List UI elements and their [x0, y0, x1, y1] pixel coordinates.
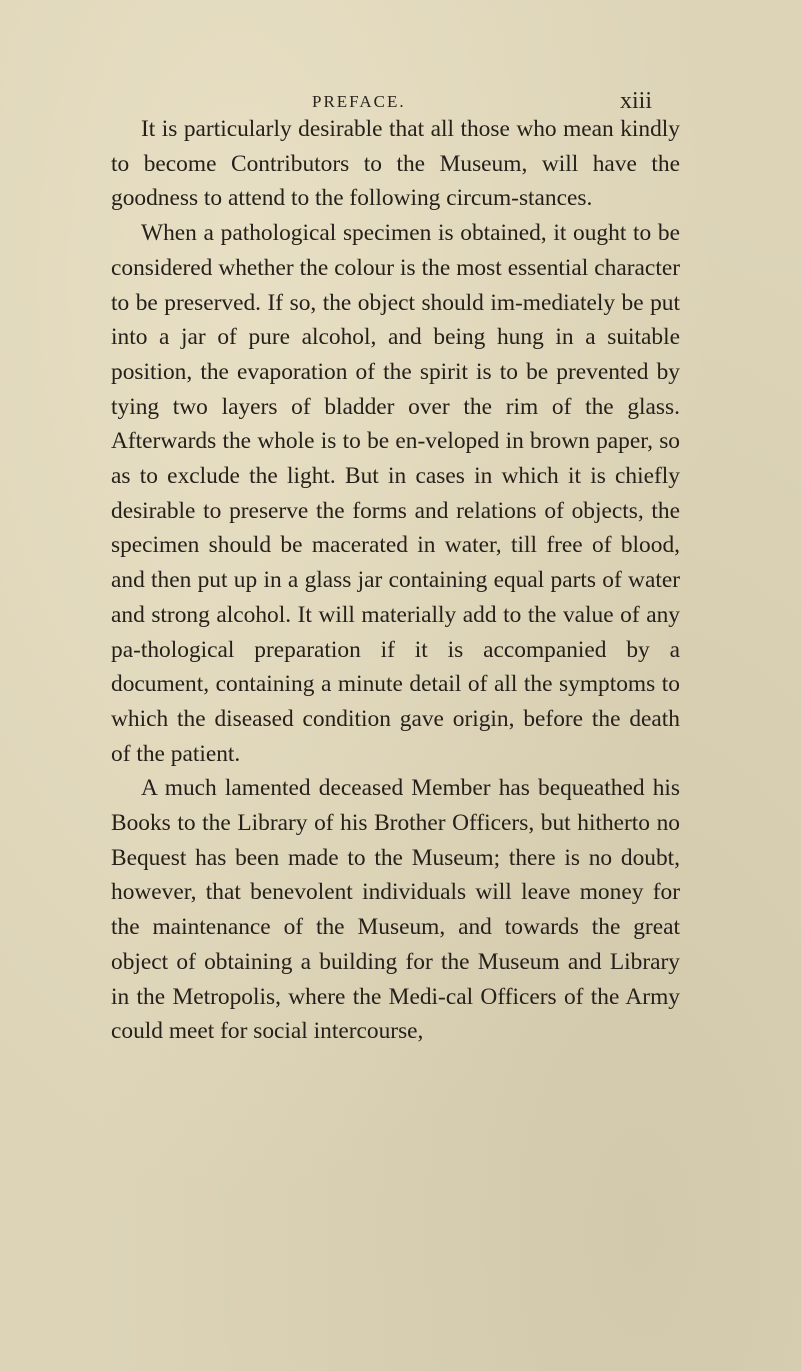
paragraph-bequest: A much lamented deceased Member has bequeathed his Books to the Library of his Brother Officers, but hitherto no Bequest has been made to the Museum; there is no doubt, however, that benevolent individuals will leave money for the maintenance of the Museum, and towards the great object of obtaining a building for the Museum and Library in the Metropolis, where the Medi-cal Officers of the Army could meet for social intercourse,: [111, 775, 680, 1045]
paragraph-specimen-preservation: When a pathological specimen is obtained, it ought to be considered whether the colour is the most essential character to be preserved. If so, the object should im-mediately be put into a jar of pure alcohol, and being hung in a suitable position, the evaporation of the spirit is to be prevented by tying two layers of bladder over the rim of the glass. Afterwards the whole is to be en-veloped in brown paper, so as to exclude the light. But in cases in which it is chiefly desirable to preserve the forms and relations of objects, the specimen should be macerated in water, till free of blood, and then put up in a glass jar containing equal parts of water and strong alcohol. It will materially add to the value of any pa-thological preparation if it is accompanied by a document, containing a minute detail of all the symptoms to which the diseased condition gave origin, before the death of the patient.: [111, 220, 680, 767]
paragraph-contributors: It is particularly desirable that all those who mean kindly to become Contributors to the Museum, will have the goodness to attend to the following circum-stances.: [111, 116, 680, 212]
running-head: PREFACE.: [312, 92, 406, 111]
page-number: xiii: [620, 88, 653, 114]
body-text: [111, 112, 680, 1049]
